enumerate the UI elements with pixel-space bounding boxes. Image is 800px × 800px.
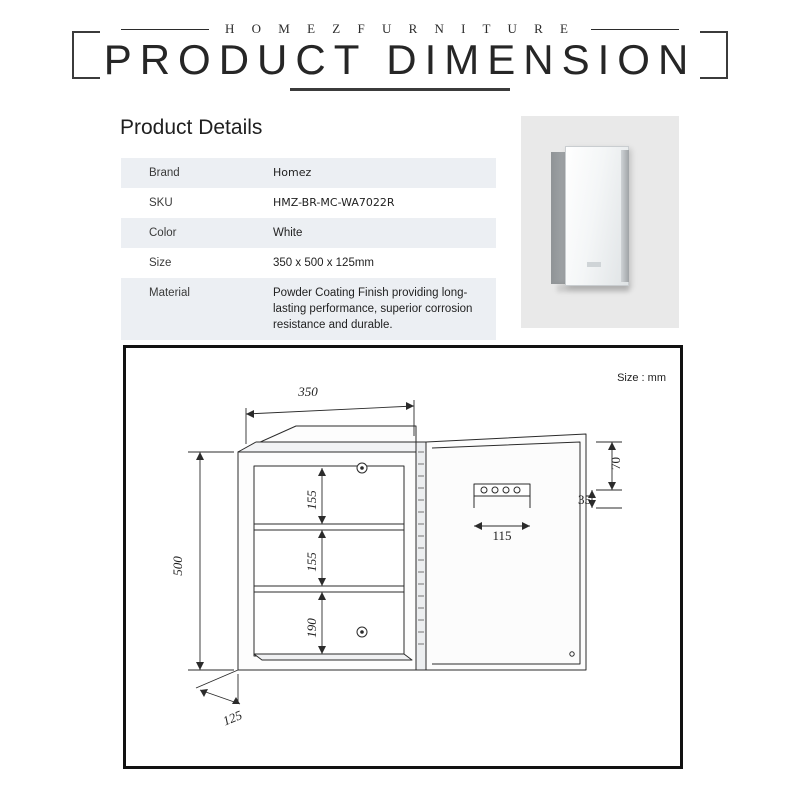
dim-rack-115: 115: [492, 528, 512, 543]
cabinet-edge-shape: [621, 150, 629, 282]
spec-key: Color: [121, 218, 259, 248]
table-row: [121, 158, 496, 188]
spec-key: Size: [121, 248, 259, 278]
spec-value: 350 x 500 x 125mm: [259, 248, 496, 278]
brand-row: [0, 22, 800, 36]
technical-drawing-panel: [123, 345, 683, 769]
spec-value: Powder Coating Finish providing long-lasting performance, superior corrosion resistance and durable.: [259, 278, 496, 340]
cabinet-label-tag: [587, 262, 601, 267]
title-underline: [290, 88, 510, 91]
table-row: [121, 188, 496, 218]
spec-value: White: [259, 218, 496, 248]
brand-rule-right: [591, 29, 679, 30]
dim-shelf-155-b: 155: [304, 552, 319, 572]
dim-height-500: 500: [170, 556, 185, 576]
dim-door-70: 70: [608, 457, 623, 470]
drawing-unit-note: Size : mm: [617, 372, 666, 384]
spec-key: Brand: [121, 158, 259, 188]
spec-key: Material: [121, 278, 259, 340]
brand-name: H O M E Z F U R N I T U R E: [225, 21, 575, 36]
dim-depth-125: 125: [220, 707, 245, 729]
spec-value: Homez: [259, 158, 496, 188]
dim-shelf-190: 190: [304, 618, 319, 638]
product-details-table: [121, 158, 496, 340]
dim-shelf-155-a: 155: [304, 490, 319, 510]
dim-width-350: 350: [298, 384, 318, 399]
product-details-heading: Product Details: [120, 116, 263, 139]
table-row: [121, 278, 496, 340]
dim-door-35: 35: [578, 492, 591, 507]
spec-key: SKU: [121, 188, 259, 218]
page-title: PRODUCT DIMENSION: [103, 36, 697, 83]
page-title-wrap: [0, 36, 800, 84]
page-header: [0, 0, 800, 98]
table-row: [121, 218, 496, 248]
table-row: [121, 248, 496, 278]
dimension-drawing-svg: [126, 348, 680, 766]
product-photo: [521, 116, 679, 328]
brand-rule-left: [121, 29, 209, 30]
spec-value: HMZ-BR-MC-WA7022R: [259, 188, 496, 218]
